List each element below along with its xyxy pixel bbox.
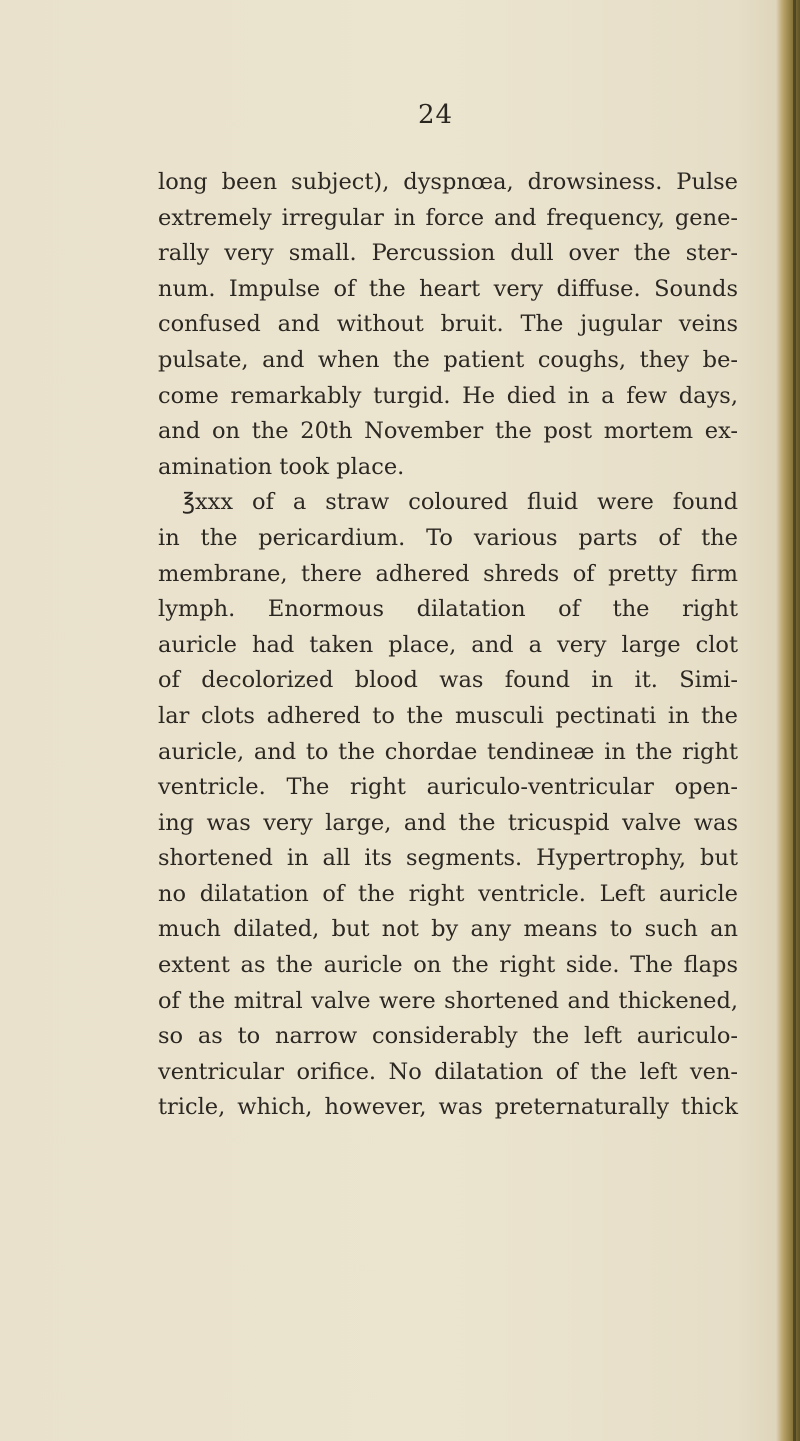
text-line: ventricular orifice. No dilatation of the left ven- [158, 1058, 738, 1085]
text-line: of decolorized blood was found in it. Simi- [158, 667, 738, 694]
text-line: no dilatation of the right ventricle. Left auricle [158, 880, 738, 907]
text-line: much dilated, but not by any means to such an [158, 916, 738, 943]
text-line: shortened in all its segments. Hypertrophy, but [158, 845, 738, 872]
text-line: auricle, and to the chordae tendineæ in the right [158, 738, 738, 765]
text-line: lymph. Enormous dilatation of the right [158, 596, 738, 623]
text-line: rally very small. Percussion dull over the ster- [158, 240, 738, 267]
page-binding-shadow [793, 0, 796, 1441]
page-binding-edge [776, 0, 800, 1441]
text-line: lar clots adhered to the musculi pectinati in the [158, 702, 738, 729]
text-line: ing was very large, and the tricuspid valve was [158, 809, 738, 836]
text-line: pulsate, and when the patient coughs, they be- [158, 346, 738, 373]
text-line: and on the 20th November the post mortem ex- [158, 418, 738, 445]
text-line: auricle had taken place, and a very large clot [158, 631, 738, 658]
text-line: extent as the auricle on the right side. The flaps [158, 952, 738, 979]
body-text [158, 165, 738, 1126]
text-line: amination took place. [158, 453, 405, 480]
text-line: of the mitral valve were shortened and thickened, [158, 987, 738, 1014]
text-line: membrane, there adhered shreds of pretty firm [158, 560, 738, 587]
text-line: so as to narrow considerably the left auriculo- [158, 1023, 738, 1050]
text-line: ventricle. The right auriculo-ventricular open- [158, 774, 738, 801]
page-number: 24 [418, 100, 454, 130]
text-line: extremely irregular in force and frequency, gene- [158, 204, 738, 231]
text-line: ℥xxx of a straw coloured fluid were found [182, 489, 738, 516]
text-line: confused and without bruit. The jugular veins [158, 311, 738, 338]
text-line: in the pericardium. To various parts of the [158, 524, 738, 551]
text-line: long been subject), dyspnœa, drowsiness. Pulse [158, 169, 738, 195]
text-line: come remarkably turgid. He died in a few days, [158, 382, 738, 409]
text-line: num. Impulse of the heart very diffuse. Sounds [158, 275, 738, 302]
text-line: tricle, which, however, was preternaturally thick [158, 1094, 738, 1121]
